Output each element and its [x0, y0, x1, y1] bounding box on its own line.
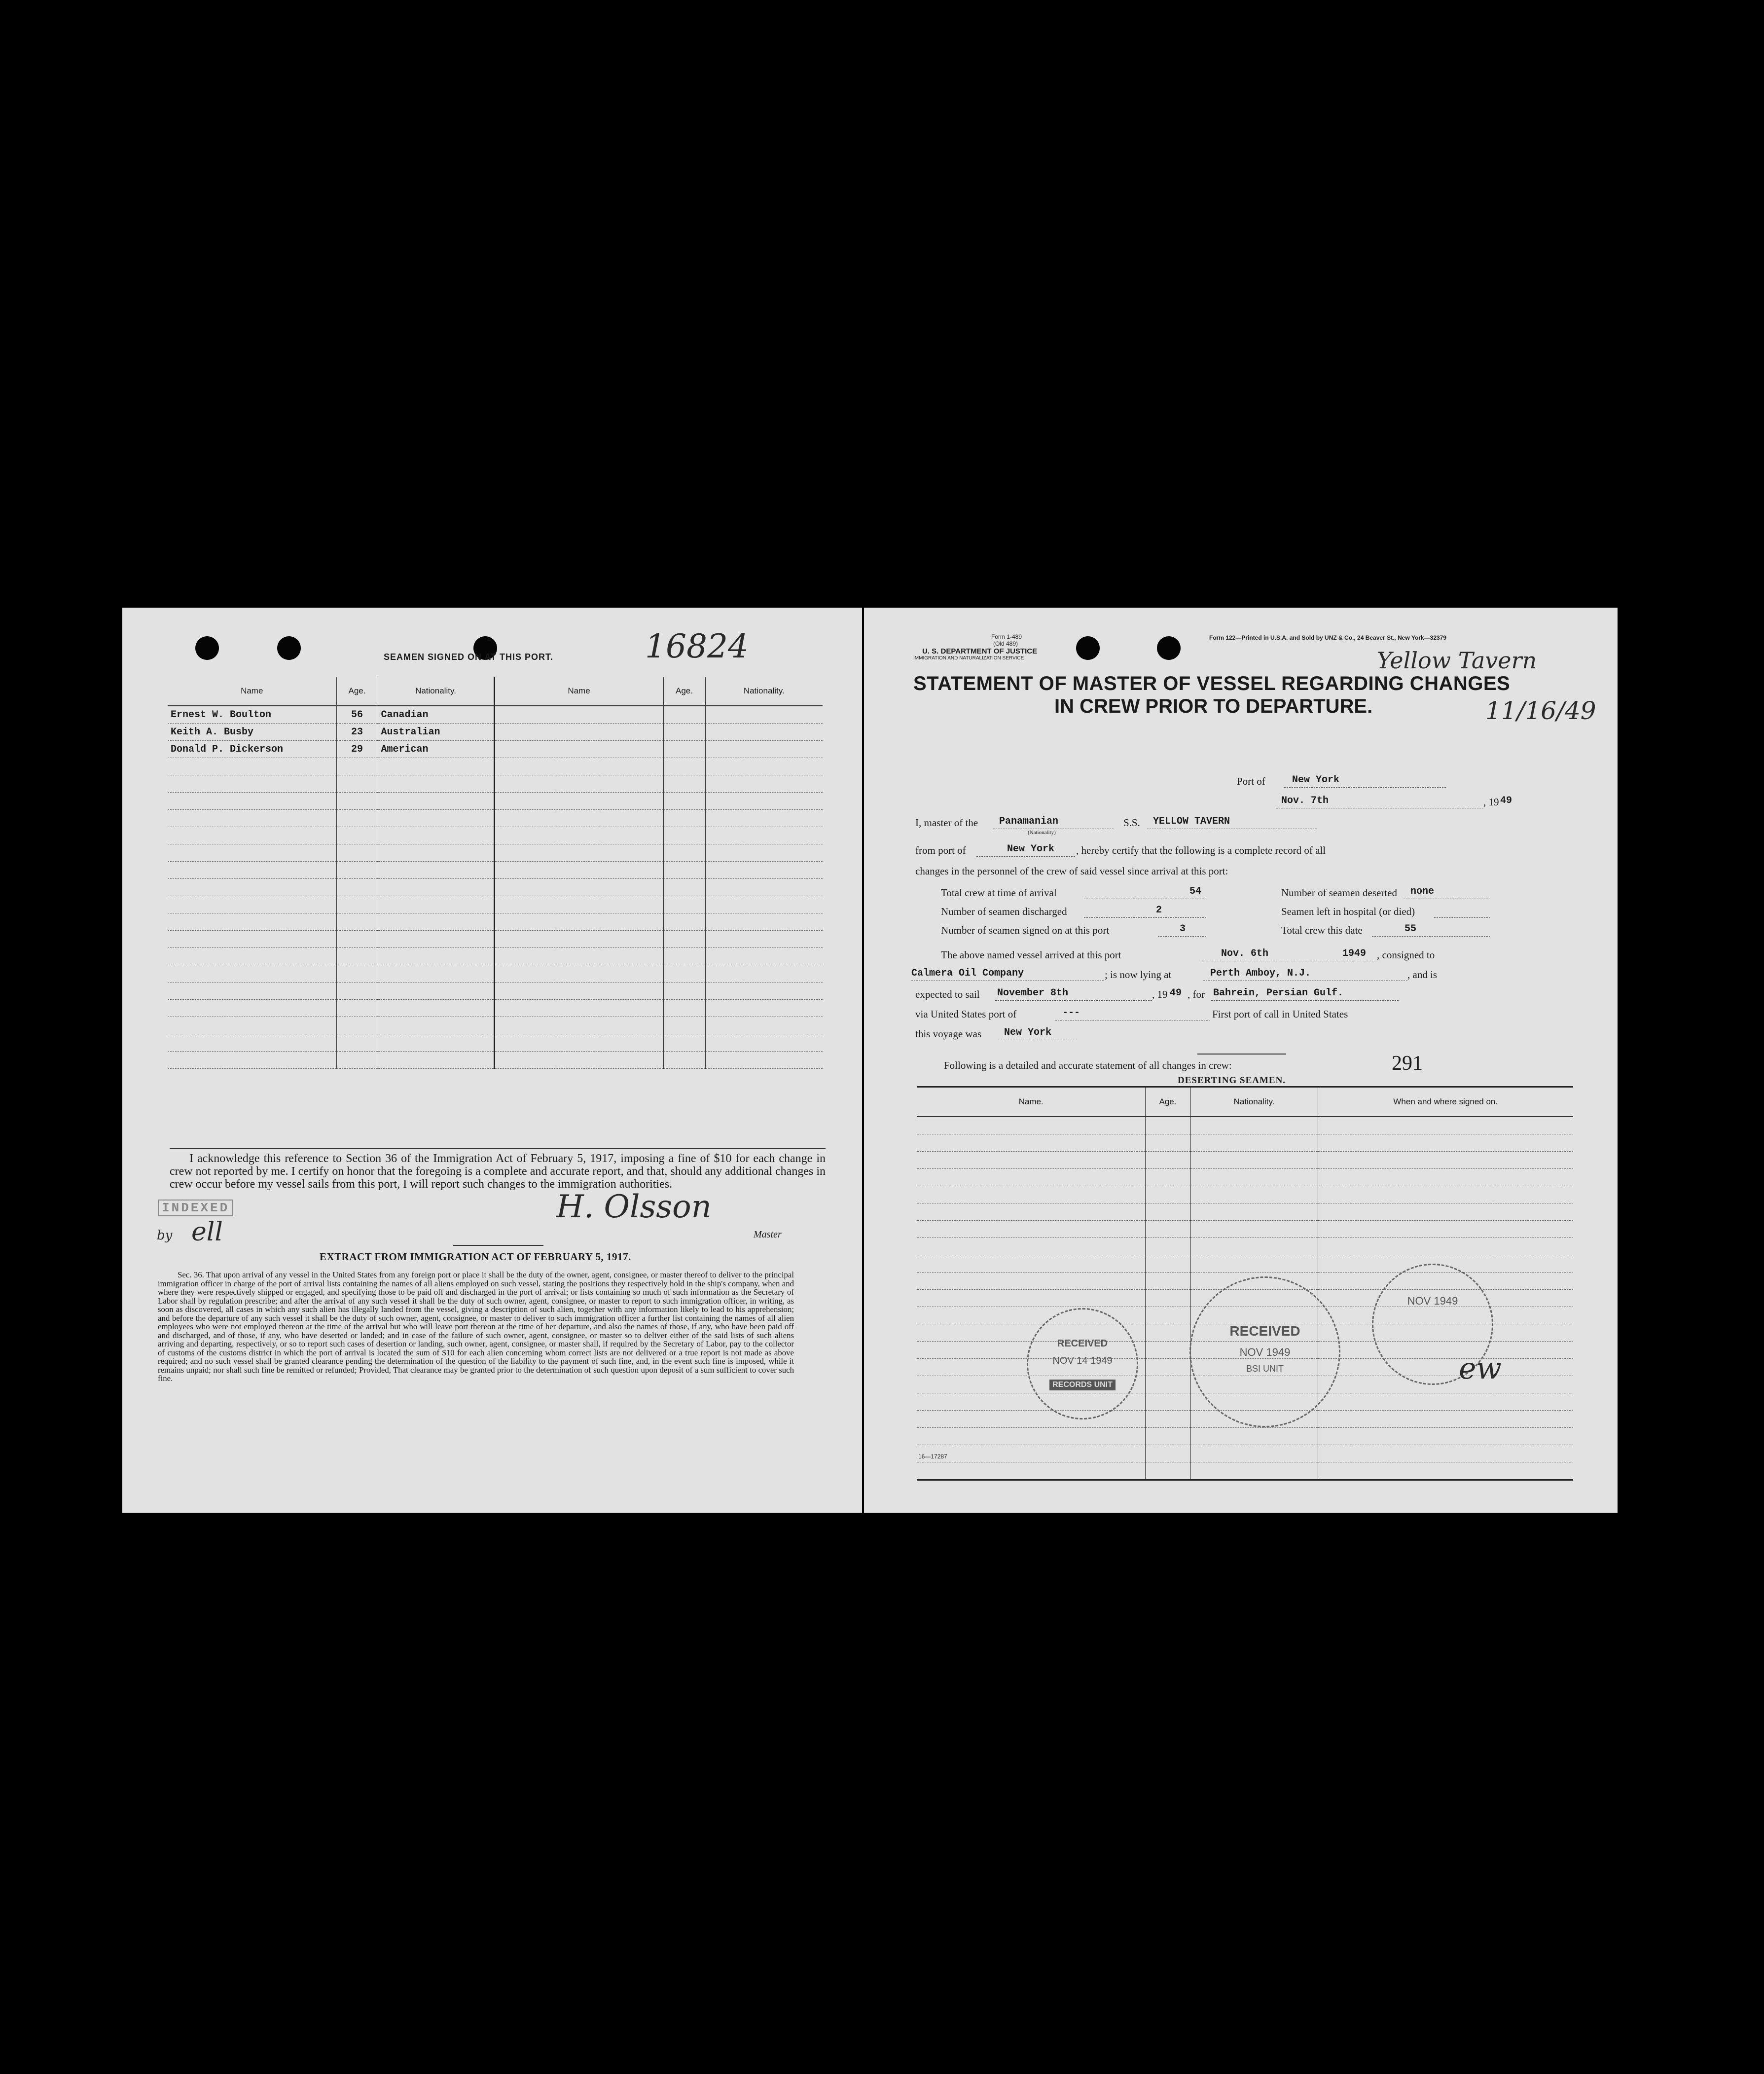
received-stamp [1189, 1276, 1340, 1427]
signed-on-label: Number of seamen signed on at this port [941, 924, 1110, 936]
column-header: Name [168, 677, 336, 706]
table-row [917, 1203, 1573, 1221]
for-label: , for [1188, 988, 1205, 1000]
table-row [168, 1000, 823, 1017]
table-row [168, 724, 823, 741]
column-header: Age. [1145, 1087, 1190, 1117]
handwritten-number: 16824 [645, 627, 749, 665]
table-row [917, 1462, 1573, 1480]
table-row [168, 775, 823, 793]
total-date-label: Total crew this date [1281, 924, 1363, 936]
statement-date: Nov. 7th [1281, 795, 1329, 806]
table-row [168, 965, 823, 982]
table-row [168, 948, 823, 965]
vessel-name: YELLOW TAVERN [1153, 816, 1230, 827]
certify-text: , hereby certify that the following is a complete record of all [1076, 844, 1326, 856]
year-value: 49 [1500, 795, 1512, 806]
hospital-label: Seamen left in hospital (or died) [1281, 906, 1415, 917]
via-port: --- [1062, 1007, 1080, 1019]
section-header: SEAMEN SIGNED ON AT THIS PORT. [384, 652, 554, 662]
table-row [168, 879, 823, 896]
total-date-value: 55 [1404, 923, 1417, 935]
service: IMMIGRATION AND NATURALIZATION SERVICE [913, 655, 1024, 661]
stamp-line: RECEIVED [1229, 1323, 1300, 1339]
column-header: Name. [917, 1087, 1145, 1117]
table-row [917, 1221, 1573, 1238]
by-initials: ell [191, 1217, 223, 1247]
table-row [917, 1169, 1573, 1186]
master-signature: H. Olsson [556, 1189, 712, 1225]
extract-title: EXTRACT FROM IMMIGRATION ACT OF FEBRUARY 5, 1917. [320, 1251, 631, 1263]
seaman-name: Ernest W. Boulton [168, 706, 336, 724]
seaman-age: 23 [336, 724, 378, 741]
first-port-label: First port of call in United States [1212, 1008, 1348, 1020]
master-label: Master [754, 1229, 782, 1240]
seaman-nationality: Canadian [378, 706, 494, 724]
left-page [122, 608, 862, 1513]
seaman-age: 29 [336, 741, 378, 758]
voyage-port: New York [1004, 1027, 1052, 1038]
and-is-label: , and is [1407, 969, 1438, 981]
arrived-year: 1949 [1342, 948, 1367, 959]
stamp-date: NOV 14 1949 [1052, 1355, 1113, 1366]
column-header: When and where signed on. [1318, 1087, 1573, 1117]
extract-text: Sec. 36. That upon arrival of any vessel in the United States from any foreign port or place it shall be the duty of the owner, agent, consignee, or master thereof to deliver to the principal immigration officer in charge of the port of arrival lists containing the names of all aliens employed on such vessel, stating the positions they respectively hold in the ship's company, when and where they were respectively shipped or engaged, and specifying those to be paid off and discharged in the port of arrival; or lists containing so much of such information as the Secretary of Labor shall by regulation prescribe; and after the arrival of any such vessel it shall be the duty of such owner, agent, consignee, or master to report to such immigration officer, in writing, as soon as discovered, all cases in which any such alien has illegally landed from the vessel, giving a description of such alien, together with any information likely to lead to his apprehension; and before the departure of any such vessel it shall be the duty of such owner, agent, consignee, or master to deliver to such immigration officer a further list containing the names of all alien employees who were not employed thereon at the time of the arrival but who will leave port thereon at the time of her departure, and also the names of those, if any, who have been paid off and discharged, and of those, if any, who have deserted or landed; and in case of the failure of such owner, agent, consignee, or master so to deliver either of the said lists of such aliens arriving and departing, respectively, or so to report such cases of desertion or landing, such owner, agent, consignee, or master shall, if required by the Secretary of Labor, pay to the collector of customs of the customs district in which the port of arrival is located the sum of $10 for each alien concerning whom correct lists are not delivered or a true report is not made as above required; and no such vessel shall be granted clearance pending the determination of the question of the liability to the payment of such fine, and, in the event such fine is imposed, while it remains unpaid; nor shall such fine be remitted or refunded; Provided, That clearance may be granted prior to the determination of such question upon deposit of a sum sufficient to cover such fine. [158, 1270, 794, 1383]
table-row [917, 1445, 1573, 1462]
footer-code: 16—17287 [918, 1453, 947, 1460]
acknowledgment-text: I acknowledge this reference to Section 36 of the Immigration Act of February 5, 1917, imposing a fine of $10 for each change in crew not reported by me. I certify on honor that the foregoing is a complete and accurate report, and that, should any additional changes in crew occur before my vessel sails from this port, I will report such changes to the immigration authorities. [170, 1152, 826, 1191]
table-row [168, 741, 823, 758]
table-row [168, 982, 823, 1000]
year-prefix: , 19 [1483, 796, 1499, 808]
table-row [917, 1255, 1573, 1273]
right-page [864, 608, 1618, 1513]
handwritten-vessel-name: Yellow Tavern [1377, 647, 1537, 674]
sail-date: November 8th [997, 987, 1069, 999]
arrived-date: Nov. 6th [1221, 948, 1269, 959]
table-row [168, 793, 823, 810]
lying-label: ; is now lying at [1105, 969, 1172, 981]
table-row [917, 1117, 1573, 1134]
punch-hole [1157, 636, 1181, 660]
table-row [168, 844, 823, 862]
table-row [168, 913, 823, 931]
lying-at: Perth Amboy, N.J. [1210, 968, 1311, 979]
printer-note: Form 122—Printed in U.S.A. and Sold by UNZ & Co., 24 Beaver St., New York—32379 [1209, 634, 1447, 641]
consignee: Calmera Oil Company [911, 968, 1024, 979]
by-label: by [157, 1228, 173, 1243]
sail-year-prefix: , 19 [1152, 988, 1168, 1000]
vessel-nationality: Panamanian [999, 816, 1059, 827]
deserting-header: DESERTING SEAMEN. [1178, 1075, 1286, 1086]
total-arrival-value: 54 [1189, 886, 1202, 897]
punch-hole [1076, 636, 1100, 660]
signed-on-value: 3 [1180, 923, 1186, 935]
form-title-line2: IN CREW PRIOR TO DEPARTURE. [1054, 695, 1373, 717]
following-label: Following is a detailed and accurate statement of all changes in crew: [944, 1059, 1232, 1071]
table-row [168, 1017, 823, 1034]
seaman-nationality: Australian [378, 724, 494, 741]
from-port: New York [1007, 843, 1055, 855]
following-number: 291 [1392, 1052, 1423, 1075]
table-row [168, 1052, 823, 1069]
column-header: Nationality. [1190, 1087, 1318, 1117]
column-header: Name [494, 677, 663, 706]
ss-label: S.S. [1123, 817, 1140, 829]
form-number: Form 1-489 [991, 633, 1022, 640]
stamp-date: NOV 1949 [1407, 1295, 1458, 1307]
divider [1197, 1054, 1286, 1055]
table-row [168, 862, 823, 879]
from-port-label: from port of [915, 844, 966, 856]
indexed-stamp: INDEXED [158, 1200, 233, 1216]
received-stamp [1027, 1308, 1138, 1419]
port-label: Port of [1237, 775, 1265, 787]
deserted-value: none [1410, 886, 1435, 897]
nationality-caption: (Nationality) [1028, 830, 1056, 836]
page-number: 4 [487, 635, 491, 644]
table-row [168, 827, 823, 844]
changes-text: changes in the personnel of the crew of said vessel since arrival at this port: [915, 865, 1228, 877]
stamp-line: RECEIVED [1057, 1338, 1108, 1349]
table-row [168, 810, 823, 827]
form-title-line1: STATEMENT OF MASTER OF VESSEL REGARDING CHANGES [913, 673, 1511, 694]
table-row [168, 896, 823, 913]
punch-hole [195, 636, 219, 660]
form-old-number: (Old 489) [993, 640, 1018, 647]
table-row [168, 706, 823, 724]
table-header-row [168, 677, 823, 706]
seaman-age: 56 [336, 706, 378, 724]
table-row [917, 1186, 1573, 1203]
table-row [917, 1238, 1573, 1255]
arrived-label: The above named vessel arrived at this port [941, 949, 1121, 961]
table-row [917, 1134, 1573, 1152]
deserted-label: Number of seamen deserted [1281, 887, 1397, 899]
punch-hole [277, 636, 301, 660]
seaman-name: Keith A. Busby [168, 724, 336, 741]
table-header-row [917, 1087, 1573, 1117]
column-header: Nationality. [705, 677, 823, 706]
master-of-the-label: I, master of the [915, 817, 978, 829]
handwritten-date: 11/16/49 [1485, 696, 1596, 725]
column-header: Age. [663, 677, 705, 706]
discharged-label: Number of seamen discharged [941, 906, 1067, 917]
table-row [168, 1034, 823, 1052]
seaman-name: Donald P. Dickerson [168, 741, 336, 758]
table-row [917, 1428, 1573, 1445]
stamp-line: BSI UNIT [1246, 1364, 1284, 1374]
total-arrival-label: Total crew at time of arrival [941, 887, 1057, 899]
divider [453, 1245, 543, 1246]
stamp-line: RECORDS UNIT [1049, 1380, 1116, 1390]
seaman-nationality: American [378, 741, 494, 758]
divider [170, 1148, 826, 1149]
consigned-label: , consigned to [1377, 949, 1435, 961]
port-value: New York [1292, 774, 1340, 786]
seamen-signed-on-table [168, 677, 823, 1069]
sail-year: 49 [1170, 987, 1182, 999]
voyage-label: this voyage was [915, 1028, 982, 1040]
handwritten-initials: ew [1459, 1351, 1502, 1386]
table-row [168, 758, 823, 775]
discharged-value: 2 [1156, 905, 1162, 916]
column-header: Age. [336, 677, 378, 706]
via-label: via United States port of [915, 1008, 1017, 1020]
table-row [168, 931, 823, 948]
department: U. S. DEPARTMENT OF JUSTICE [922, 647, 1038, 655]
destination: Bahrein, Persian Gulf. [1213, 987, 1344, 999]
expected-label: expected to sail [915, 988, 980, 1000]
stamp-date: NOV 1949 [1239, 1346, 1291, 1358]
table-row [917, 1152, 1573, 1169]
column-header: Nationality. [378, 677, 494, 706]
